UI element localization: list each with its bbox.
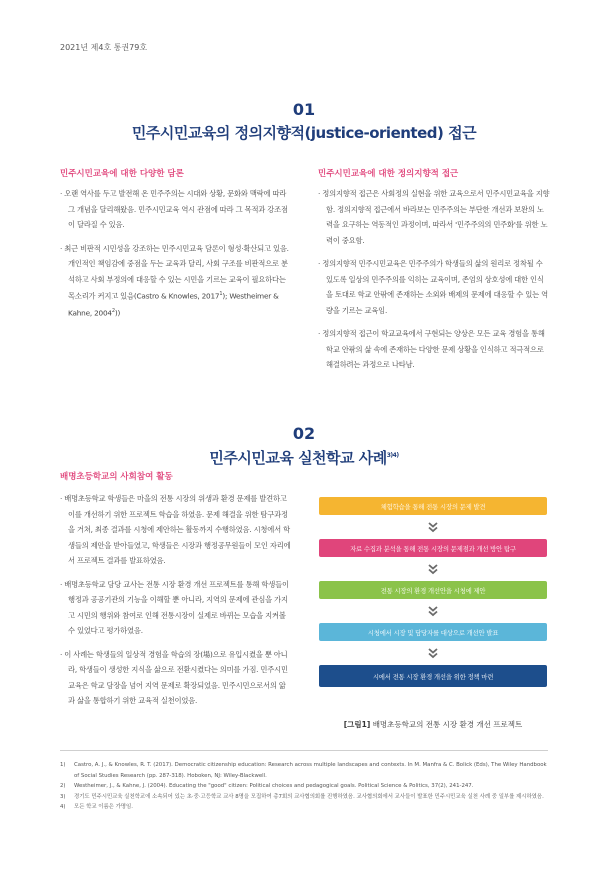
caption-text: 배명초등학교의 전통 시장 환경 개선 프로젝트: [372, 720, 523, 729]
footnotes: [60, 760, 550, 813]
section-title: 민주시민교육의 정의지향적(justice-oriented) 접근: [131, 124, 477, 142]
text-column: [60, 186, 292, 329]
double-chevron-down-icon: [319, 641, 547, 665]
text-column: [60, 491, 292, 717]
section-number: 01: [292, 100, 316, 119]
footnote-divider: [60, 750, 548, 751]
footnote-ref: 3)4): [386, 452, 399, 459]
paragraph-text: ; Westheimer & Kahne, 2004: [68, 291, 279, 318]
section-number: 02: [292, 424, 316, 443]
paragraph-text: 최근 비판적 시민성을 강조하는 민주시민교육 담론이 형성·확산되고 있음. 개인적인 책임감에 중점을 두는 교육과 달리, 사회 구조를 비판적으로 분석하고 사회 부정의에 대응할 수 있는 시민을 기르는 교육이 필요하다는 목소리가 커지고 있음(Castro & Knowles, 2017: [64, 243, 289, 301]
footnote-text: Westheimer, J., & Kahne, J. (2004). Educating the "good" citizen: Political choices and pedagogical goals. Political Science & Politics, 37(2), 241-247.: [74, 783, 474, 789]
bullet-paragraph: · 정의지향적 민주시민교육은 민주주의가 학생들의 삶의 원리로 정착될 수 있도록 일상의 민주주의를 익히는 교육이며, 존엄의 상호성에 대한 인식을 토대로 학교 안팎에 존재하는 소외와 배제의 문제에 대응할 수 있는 역량을 기르는 교육임.: [318, 256, 550, 318]
double-chevron-down-icon: [319, 557, 547, 581]
flow-step-box: 자료 수집과 분석을 통해 전통 시장의 문제점과 개선 방안 탐구: [319, 539, 547, 557]
bullet-paragraph: · 최근 비판적 시민성을 강조하는 민주시민교육 담론이 형성·확산되고 있음. 개인적인 책임감에 중점을 두는 교육과 달리, 사회 구조를 비판적으로 분석하고 사회 부정의에 대응할 수 있는 시민을 기르는 교육이 필요하다는 목소리가 커지고 있음(Castro & Knowles, 2017$^1$); Westheimer & Kahne, 2004$^2$)): [60, 241, 292, 321]
footnote-text: 경기도 민주시민교육 실천학교에 소속되어 있는 초·중·고등학교 교사 8명을 모집하여 총7회의 교사협의회를 진행하였음. 교사협의회에서 교사들이 발표한 민주시민교육 실천 사례 중 일부를 제시하였음.: [74, 793, 544, 800]
bullet-paragraph: · 이 사례는 학생들의 일상적 경험을 학습의 장(場)으로 유입시켰을 뿐 아니라, 학생들이 생성한 지식을 삶으로 전환시켰다는 의미를 가짐. 민주시민교육은 학교 담장을 넘어 지역 문제로 확장되었음. 민주시민으로서의 앎과 삶을 통합하기 위한 교육적 실천이었음.: [60, 647, 292, 709]
footnote-ref: 2: [111, 307, 115, 314]
bullet-paragraph: · 오랜 역사를 두고 발전해 온 민주주의는 시대와 상황, 문화와 맥락에 따라 그 개념을 달리해왔음. 민주시민교육 역시 관점에 따라 그 목적과 강조점이 달라질 수 있음.: [60, 186, 292, 233]
footnote-number: 1): [60, 762, 66, 768]
footnote: [60, 802, 550, 813]
bullet-paragraph: · 정의지향적 접근이 학교교육에서 구현되는 양상은 모든 교육 경험을 통해 학교 안팎의 삶 속에 존재하는 다양한 문제 상황을 인식하고 적극적으로 해결하려는 과정으로 나타남.: [318, 326, 550, 373]
section-subtitle: 민주시민교육에 대한 다양한 담론: [60, 169, 184, 179]
footnote-number: 4): [60, 804, 66, 810]
text-column: [318, 186, 550, 381]
double-chevron-down-icon: [319, 515, 547, 539]
section-subtitle: 배명초등학교의 사회참여 활동: [60, 472, 173, 482]
footnote-text: Castro, A. J., & Knowles, R. T. (2017). Democratic citizenship education: Research across multiple landscapes and contexts. In M. Manfra & C. Bolick (Eds), The Wiley Handbook of Social Studies Research (pp. 287-318). Hoboken, NJ: Wiley-Blackwell.: [74, 762, 547, 779]
footnote-text: 모든 학교 이름은 가명임.: [74, 804, 133, 810]
bullet-paragraph: · 배명초등학교 담당 교사는 전통 시장 환경 개선 프로젝트를 통해 학생들이 행정과 공공기관의 기능을 이해할 뿐 아니라, 지역의 문제에 관심을 가지고 시민의 행위와 참여로 인해 전통시장이 실제로 바뀌는 모습을 지켜볼 수 있었다고 평가하였음.: [60, 577, 292, 639]
section-title-text: 민주시민교육 실천학교 사례: [209, 449, 387, 467]
caption-label: [그림1]: [343, 720, 371, 729]
page-header: 2021년 제4호 통권79호: [60, 43, 148, 52]
process-flow-diagram: [319, 497, 547, 687]
footnote: [60, 781, 550, 792]
section-title: [0, 447, 608, 468]
figure-caption: [319, 719, 547, 730]
footnote-number: 2): [60, 783, 66, 789]
flow-step-box: 전통 시장의 환경 개선안을 시청에 제안: [319, 581, 547, 599]
footnote-number: 3): [60, 793, 66, 800]
footnote-ref: 1: [219, 291, 223, 297]
flow-step-box: 시청에서 시장 및 담당자를 대상으로 개선안 발표: [319, 623, 547, 641]
flow-step-box: 시에서 전통 시장 환경 개선을 위한 정책 마련: [319, 665, 547, 687]
bullet-paragraph: · 배명초등학교 학생들은 마을의 전통 시장의 위생과 환경 문제를 발견하고 이를 개선하기 위한 프로젝트 학습을 하였음. 문제 해결을 위한 탐구과정을 거쳐, 최종 결과를 시청에 제안하는 활동까지 수행하였음. 시청에서 학생들의 제안을 받아들였고, 학생들은 시장과 행정공무원들이 모인 자리에서 프로젝트 결과를 발표하였음.: [60, 491, 292, 569]
footnote: [60, 792, 550, 803]
paragraph-text: ): [117, 308, 121, 318]
footnote: [60, 760, 550, 781]
section-subtitle: 민주시민교육에 대한 정의지향적 접근: [318, 169, 459, 179]
bullet-paragraph: · 정의지향적 접근은 사회정의 실현을 위한 교육으로서 민주시민교육을 지향함. 정의지향적 접근에서 바라보는 민주주의는 부단한 개선과 보완의 노력을 요구하는 역동적인 과정이며, 따라서 '민주주의의 민주화'를 위한 노력이 중요함.: [318, 186, 550, 248]
double-chevron-down-icon: [319, 599, 547, 623]
flow-step-box: 체험학습을 통해 전통 시장의 문제 발견: [319, 497, 547, 515]
